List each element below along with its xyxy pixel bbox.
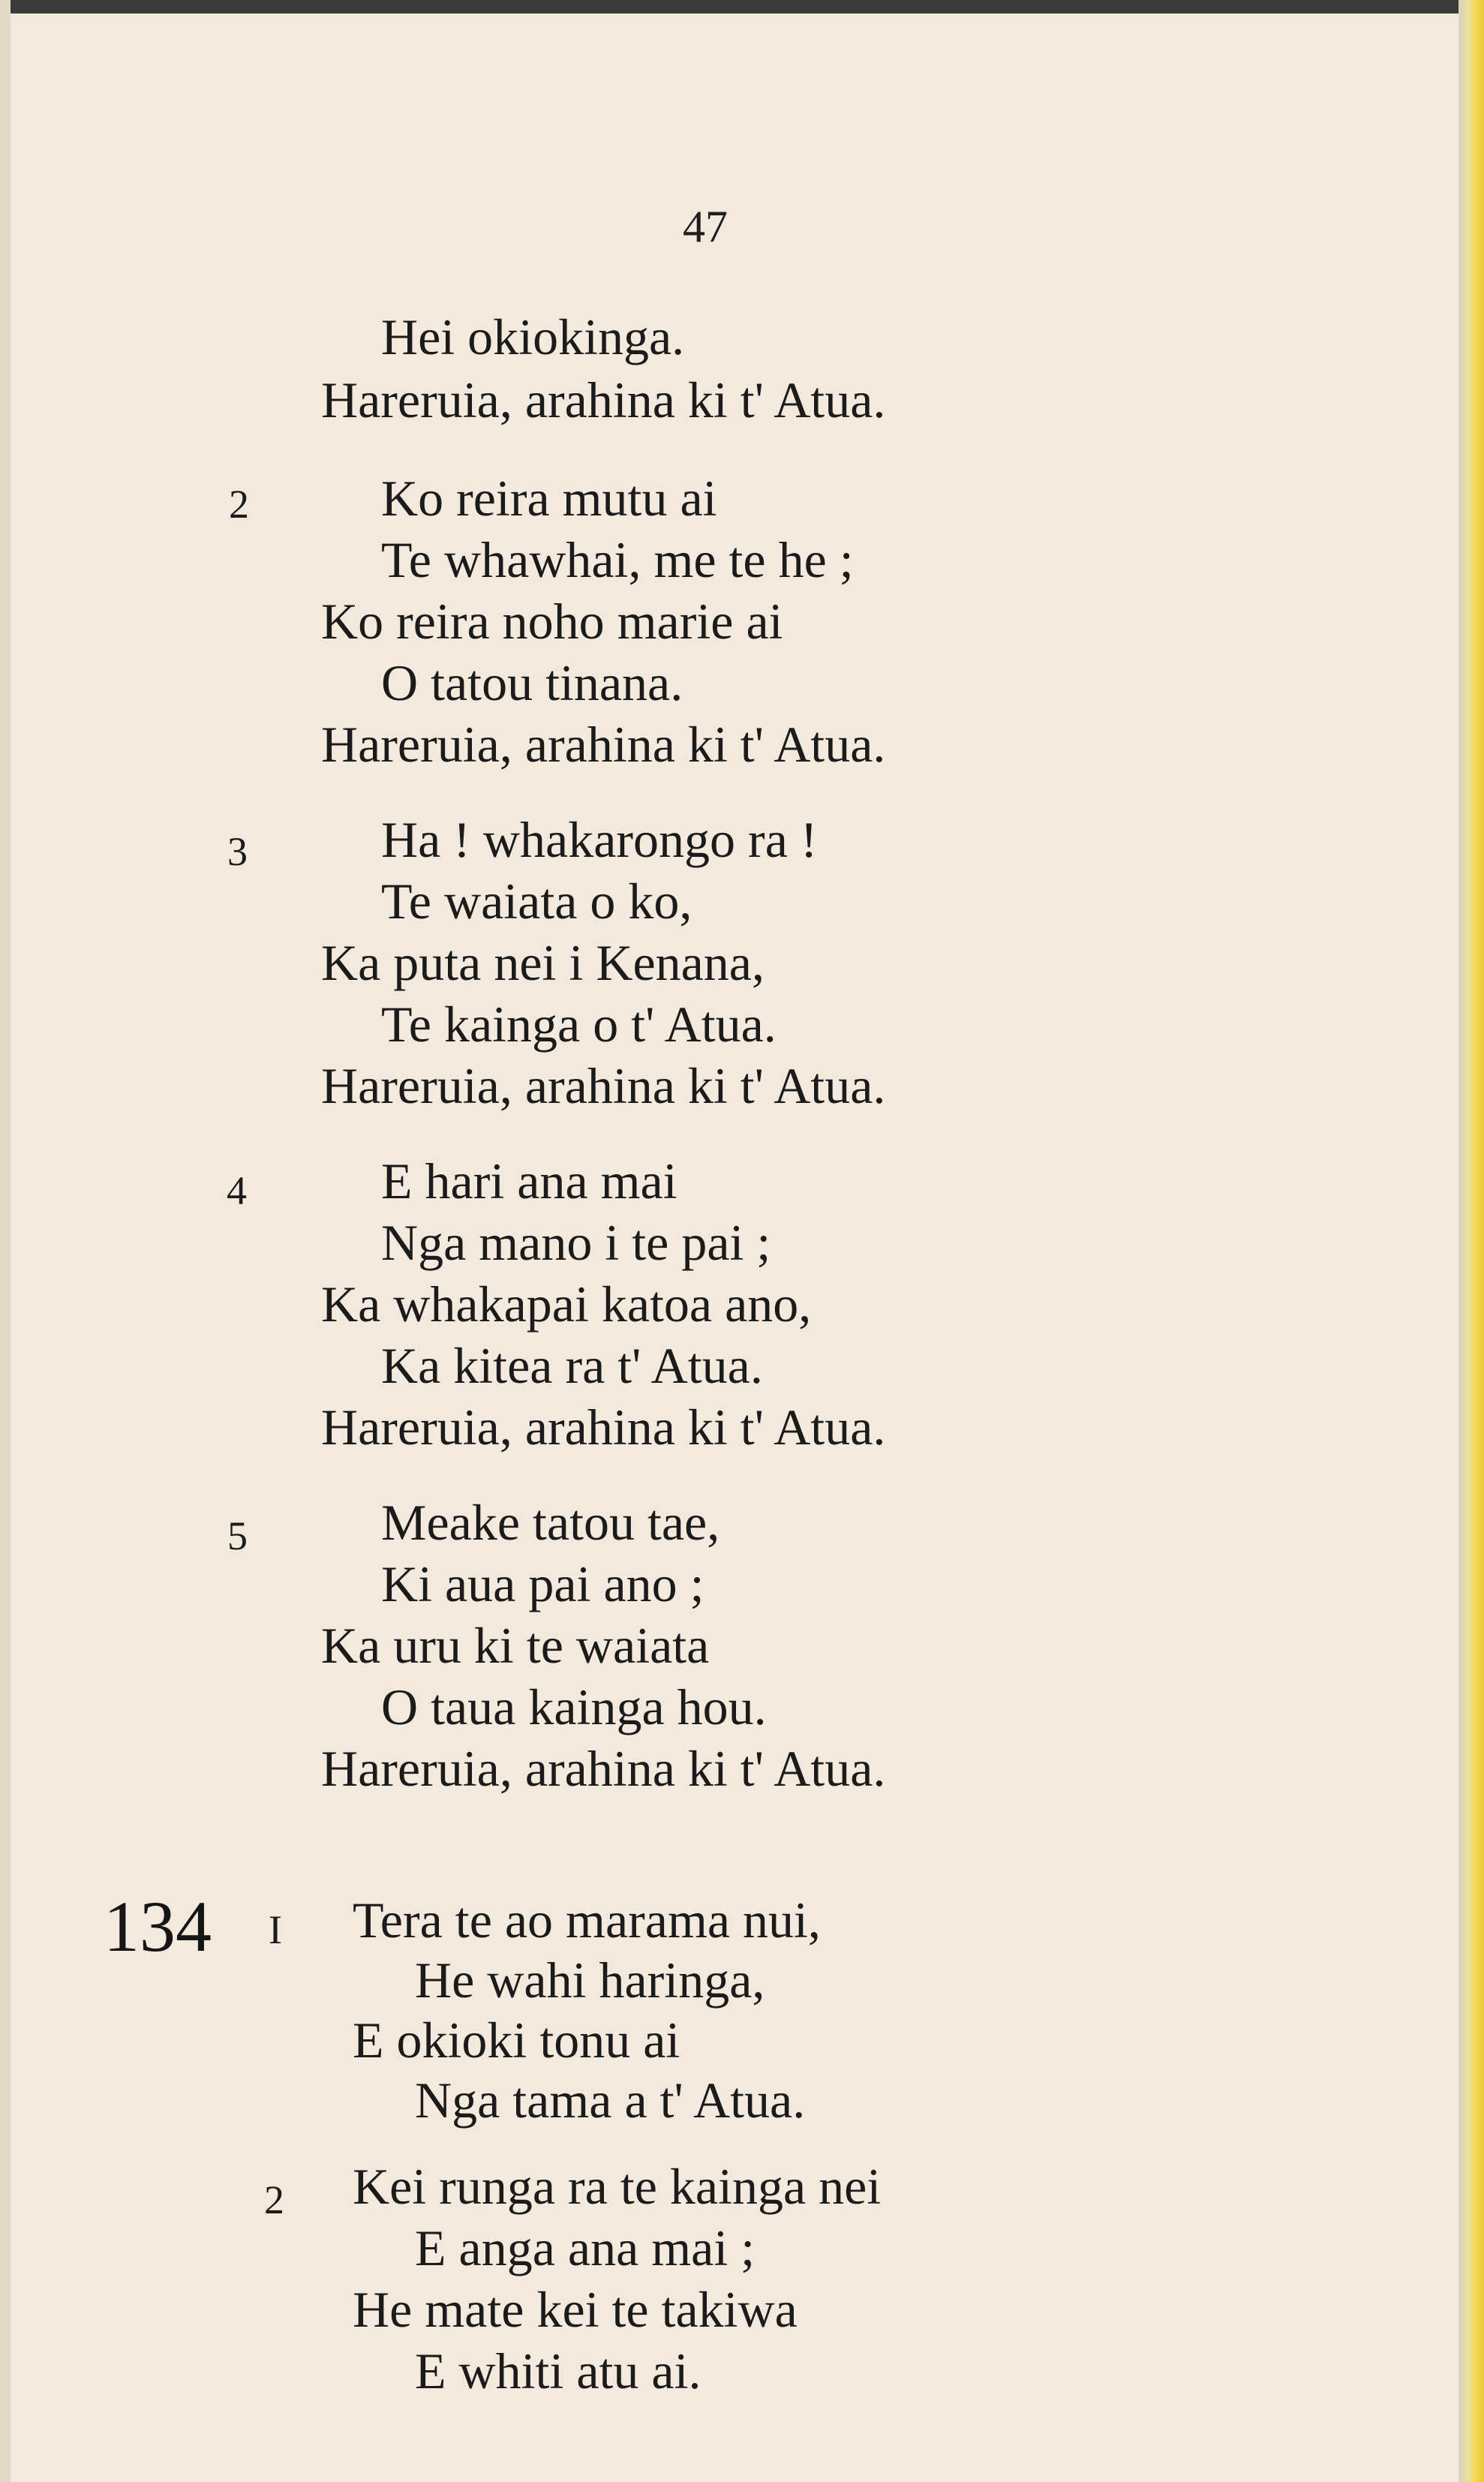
hymn-line: Meake tatou tae, (381, 1494, 720, 1551)
verse-number: 2 (229, 482, 249, 527)
hymn-line: Hei okiokinga. (381, 308, 685, 365)
page-number: 47 (683, 202, 728, 251)
hymn-line: E okioki tonu ai (353, 2012, 680, 2069)
hymn-line: Tera te ao marama nui, (353, 1892, 821, 1949)
hymn-line: O taua kainga hou. (381, 1678, 767, 1735)
refrain-line: Hareruia, arahina ki t' Atua. (321, 1057, 886, 1114)
verse-number: 2 (264, 2177, 284, 2222)
hymn-line: Ha ! whakarongo ra ! (381, 811, 818, 868)
hymn-line: Ka whakapai katoa ano, (321, 1276, 812, 1333)
page-edge (1458, 0, 1484, 2482)
hymn-line: E whiti atu ai. (415, 2342, 701, 2399)
verse-number: 5 (227, 1513, 248, 1558)
hymn-line: E hari ana mai (381, 1152, 677, 1209)
verse-number: 4 (227, 1168, 247, 1213)
refrain-line: Hareruia, arahina ki t' Atua. (321, 1399, 886, 1456)
verse-number: I (269, 1907, 282, 1952)
page-gutter (0, 0, 11, 2482)
verse-number: 3 (227, 829, 248, 874)
hymn-line: Ka kitea ra t' Atua. (381, 1337, 763, 1394)
hymn-line: O tatou tinana. (381, 654, 683, 711)
refrain-line: Hareruia, arahina ki t' Atua. (321, 1740, 886, 1797)
hymn-line: Ko reira noho marie ai (321, 593, 783, 650)
hymn-line: Ki aua pai ano ; (381, 1555, 704, 1612)
hymn-line: He mate kei te takiwa (353, 2281, 798, 2338)
refrain-line: Hareruia, arahina ki t' Atua. (321, 371, 886, 428)
hymn-line: Te kainga o t' Atua. (381, 996, 777, 1053)
hymn-line: Nga mano i te pai ; (381, 1214, 771, 1271)
hymn-line: Te whawhai, me te he ; (381, 531, 854, 588)
hymn-line: Ka puta nei i Kenana, (321, 934, 765, 991)
hymn-line: Nga tama a t' Atua. (415, 2072, 806, 2129)
hymn-line: He wahi haringa, (415, 1952, 765, 2009)
refrain-line: Hareruia, arahina ki t' Atua. (321, 716, 886, 773)
hymn-number: 134 (104, 1886, 212, 1967)
hymn-line: Kei runga ra te kainga nei (353, 2158, 882, 2215)
hymn-line: Ko reira mutu ai (381, 470, 717, 527)
hymn-line: Te waiata o ko, (381, 873, 692, 930)
book-cover-edge (0, 0, 1484, 14)
hymn-line: Ka uru ki te waiata (321, 1617, 710, 1674)
hymn-line: E anga ana mai ; (415, 2219, 756, 2276)
